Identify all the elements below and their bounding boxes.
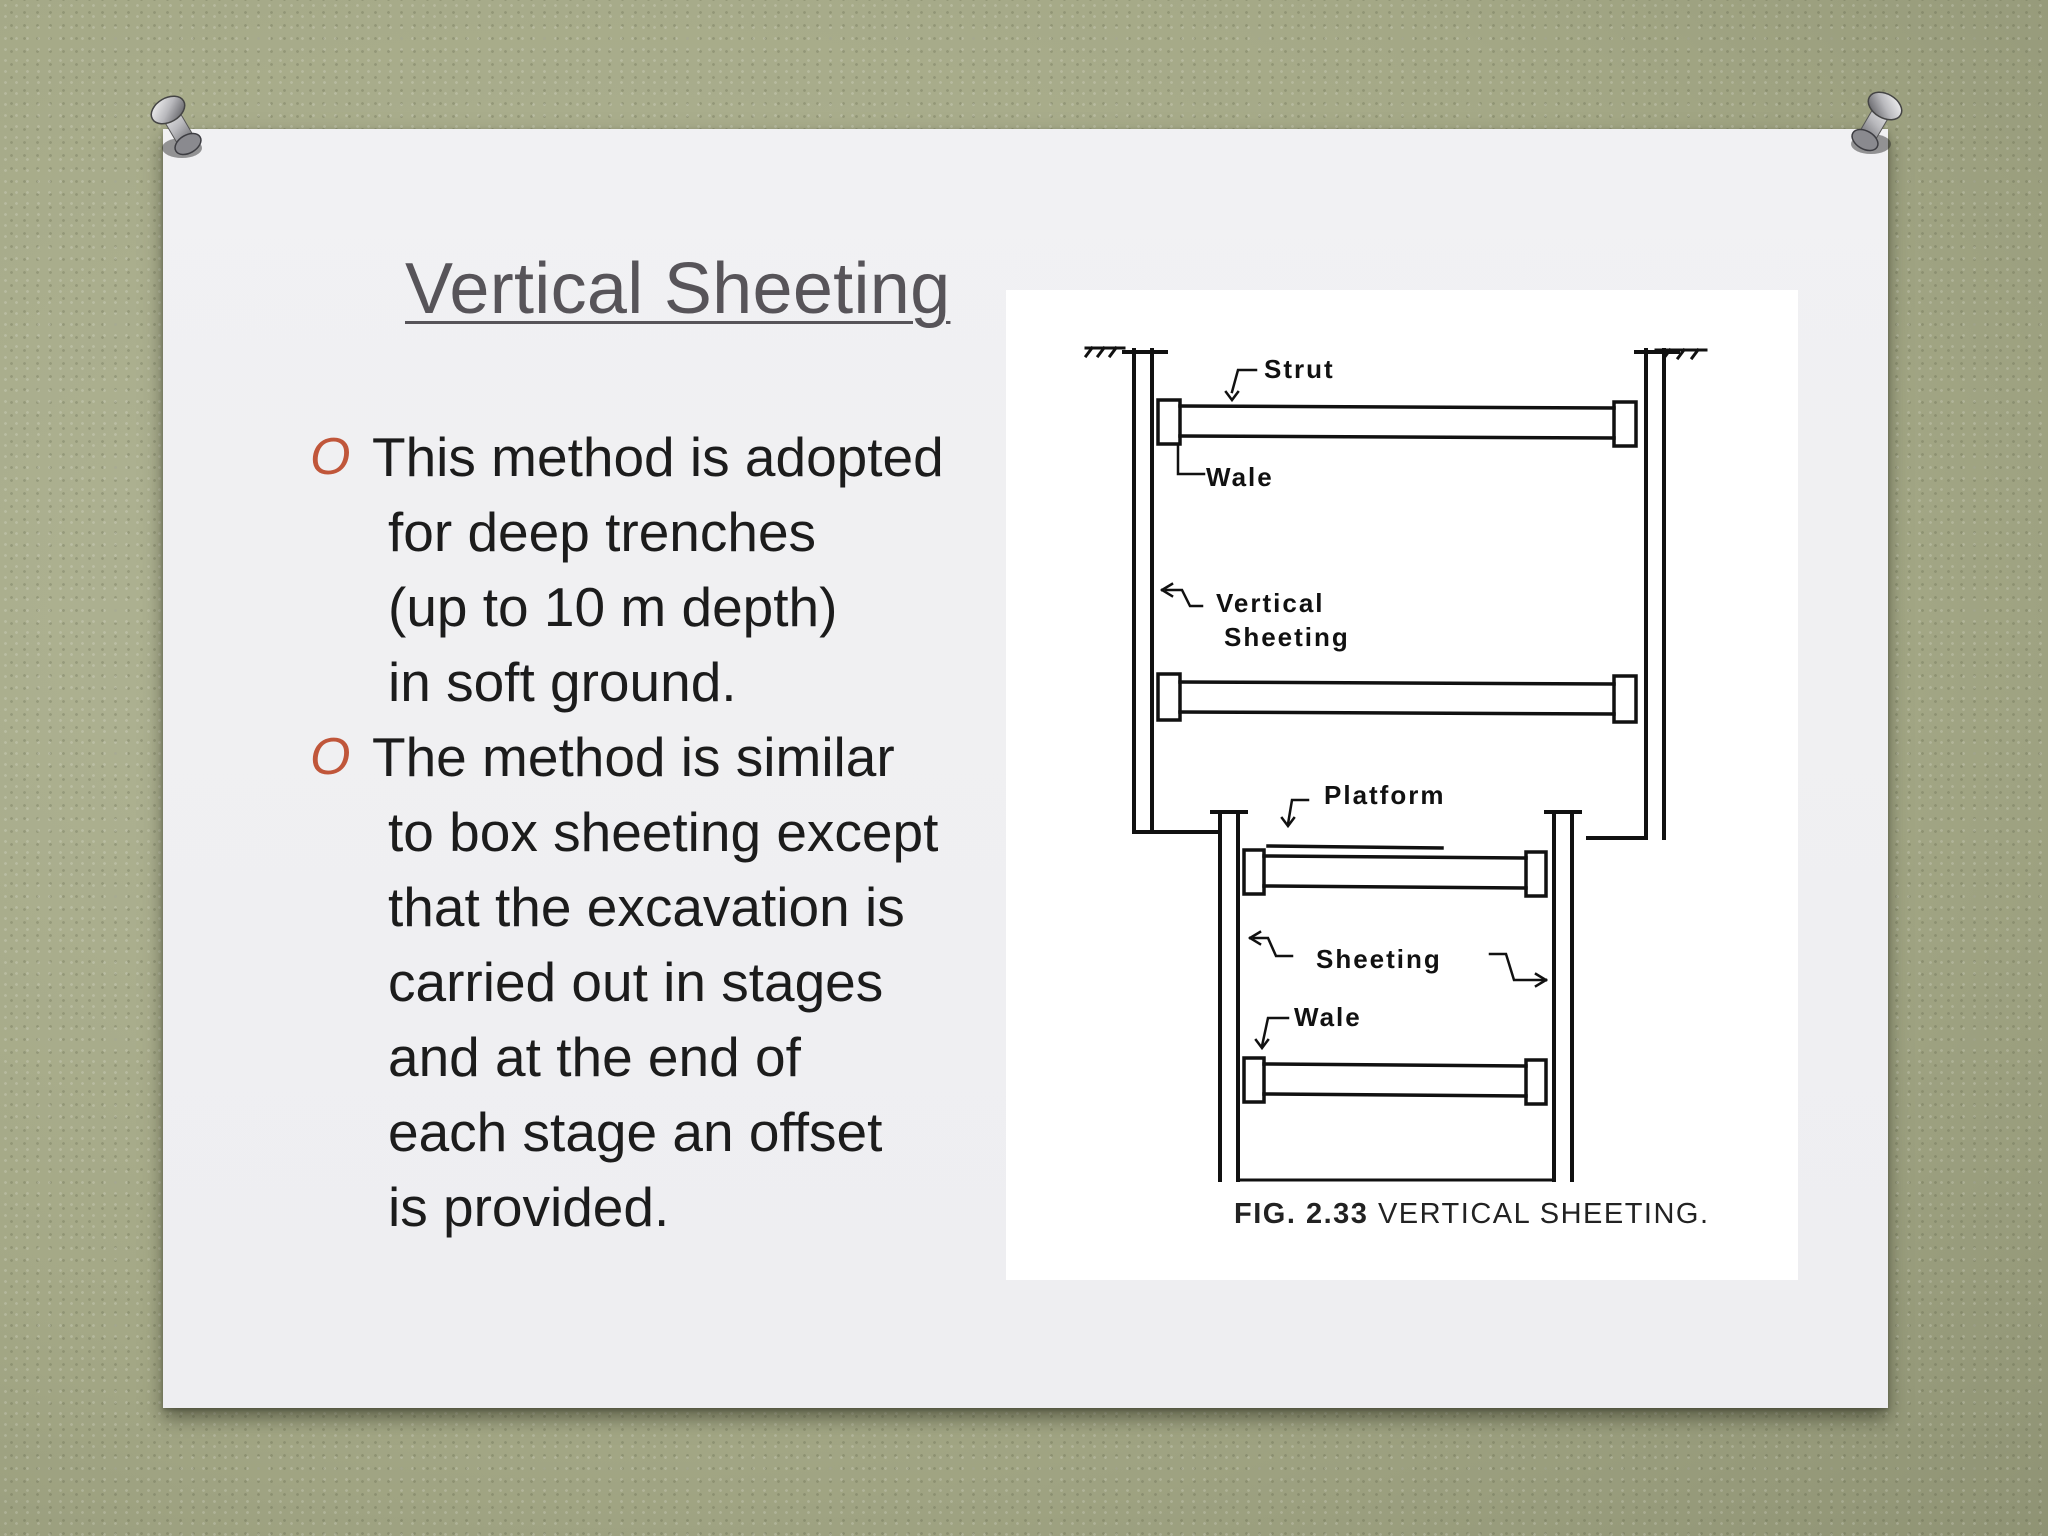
- upper-strut-1: [1158, 400, 1636, 446]
- figure-caption-text: VERTICAL SHEETING.: [1377, 1198, 1710, 1230]
- bullet-line: that the excavation is: [388, 876, 905, 938]
- bullet-line: each stage an offset: [388, 1101, 883, 1163]
- label-sheeting-lower: Sheeting: [1316, 944, 1442, 974]
- bullet-line: This method is adopted: [372, 426, 944, 488]
- pushpin-icon: [1843, 86, 1907, 160]
- lower-left-sheeting: [1212, 812, 1246, 1180]
- bullet-line: and at the end of: [388, 1026, 801, 1088]
- figure-caption: [1234, 1198, 1710, 1231]
- bullet-line: The method is similar: [372, 726, 895, 788]
- offset-ledge: [1134, 832, 1646, 838]
- bullet-marker: O: [310, 428, 351, 486]
- label-vertical: Vertical: [1216, 588, 1325, 618]
- lower-right-sheeting: [1546, 812, 1580, 1180]
- bullet-line: carried out in stages: [388, 951, 884, 1013]
- bullet-line: in soft ground.: [388, 651, 737, 713]
- bullet-line: for deep trenches: [388, 501, 817, 563]
- vertical-sheeting-figure: [1006, 290, 1798, 1280]
- label-sheeting-upper: Sheeting: [1224, 622, 1350, 652]
- lower-strut-1: [1244, 846, 1546, 896]
- slide-title: Vertical Sheeting: [405, 249, 951, 329]
- bullet-item: [310, 420, 1000, 720]
- lower-strut-2: [1244, 1058, 1546, 1104]
- label-strut: Strut: [1264, 354, 1335, 384]
- figure-number: FIG. 2.33: [1234, 1198, 1369, 1230]
- bullet-item: [310, 720, 1000, 1245]
- bullet-marker: O: [310, 728, 351, 786]
- bullet-line: (up to 10 m depth): [388, 576, 838, 638]
- ground-left: [1086, 348, 1124, 356]
- trench-diagram: [1006, 290, 1798, 1280]
- bullet-line: is provided.: [388, 1176, 670, 1238]
- label-platform: Platform: [1324, 780, 1446, 810]
- bullet-list: [310, 420, 1000, 1245]
- label-wale-top: Wale: [1206, 462, 1274, 492]
- pushpin-icon: [146, 90, 210, 164]
- label-wale-bottom: Wale: [1294, 1002, 1362, 1032]
- figure-labels: [1206, 354, 1445, 1032]
- upper-right-sheeting: [1636, 350, 1678, 838]
- bullet-line: to box sheeting except: [388, 801, 939, 863]
- upper-strut-2: [1158, 674, 1636, 722]
